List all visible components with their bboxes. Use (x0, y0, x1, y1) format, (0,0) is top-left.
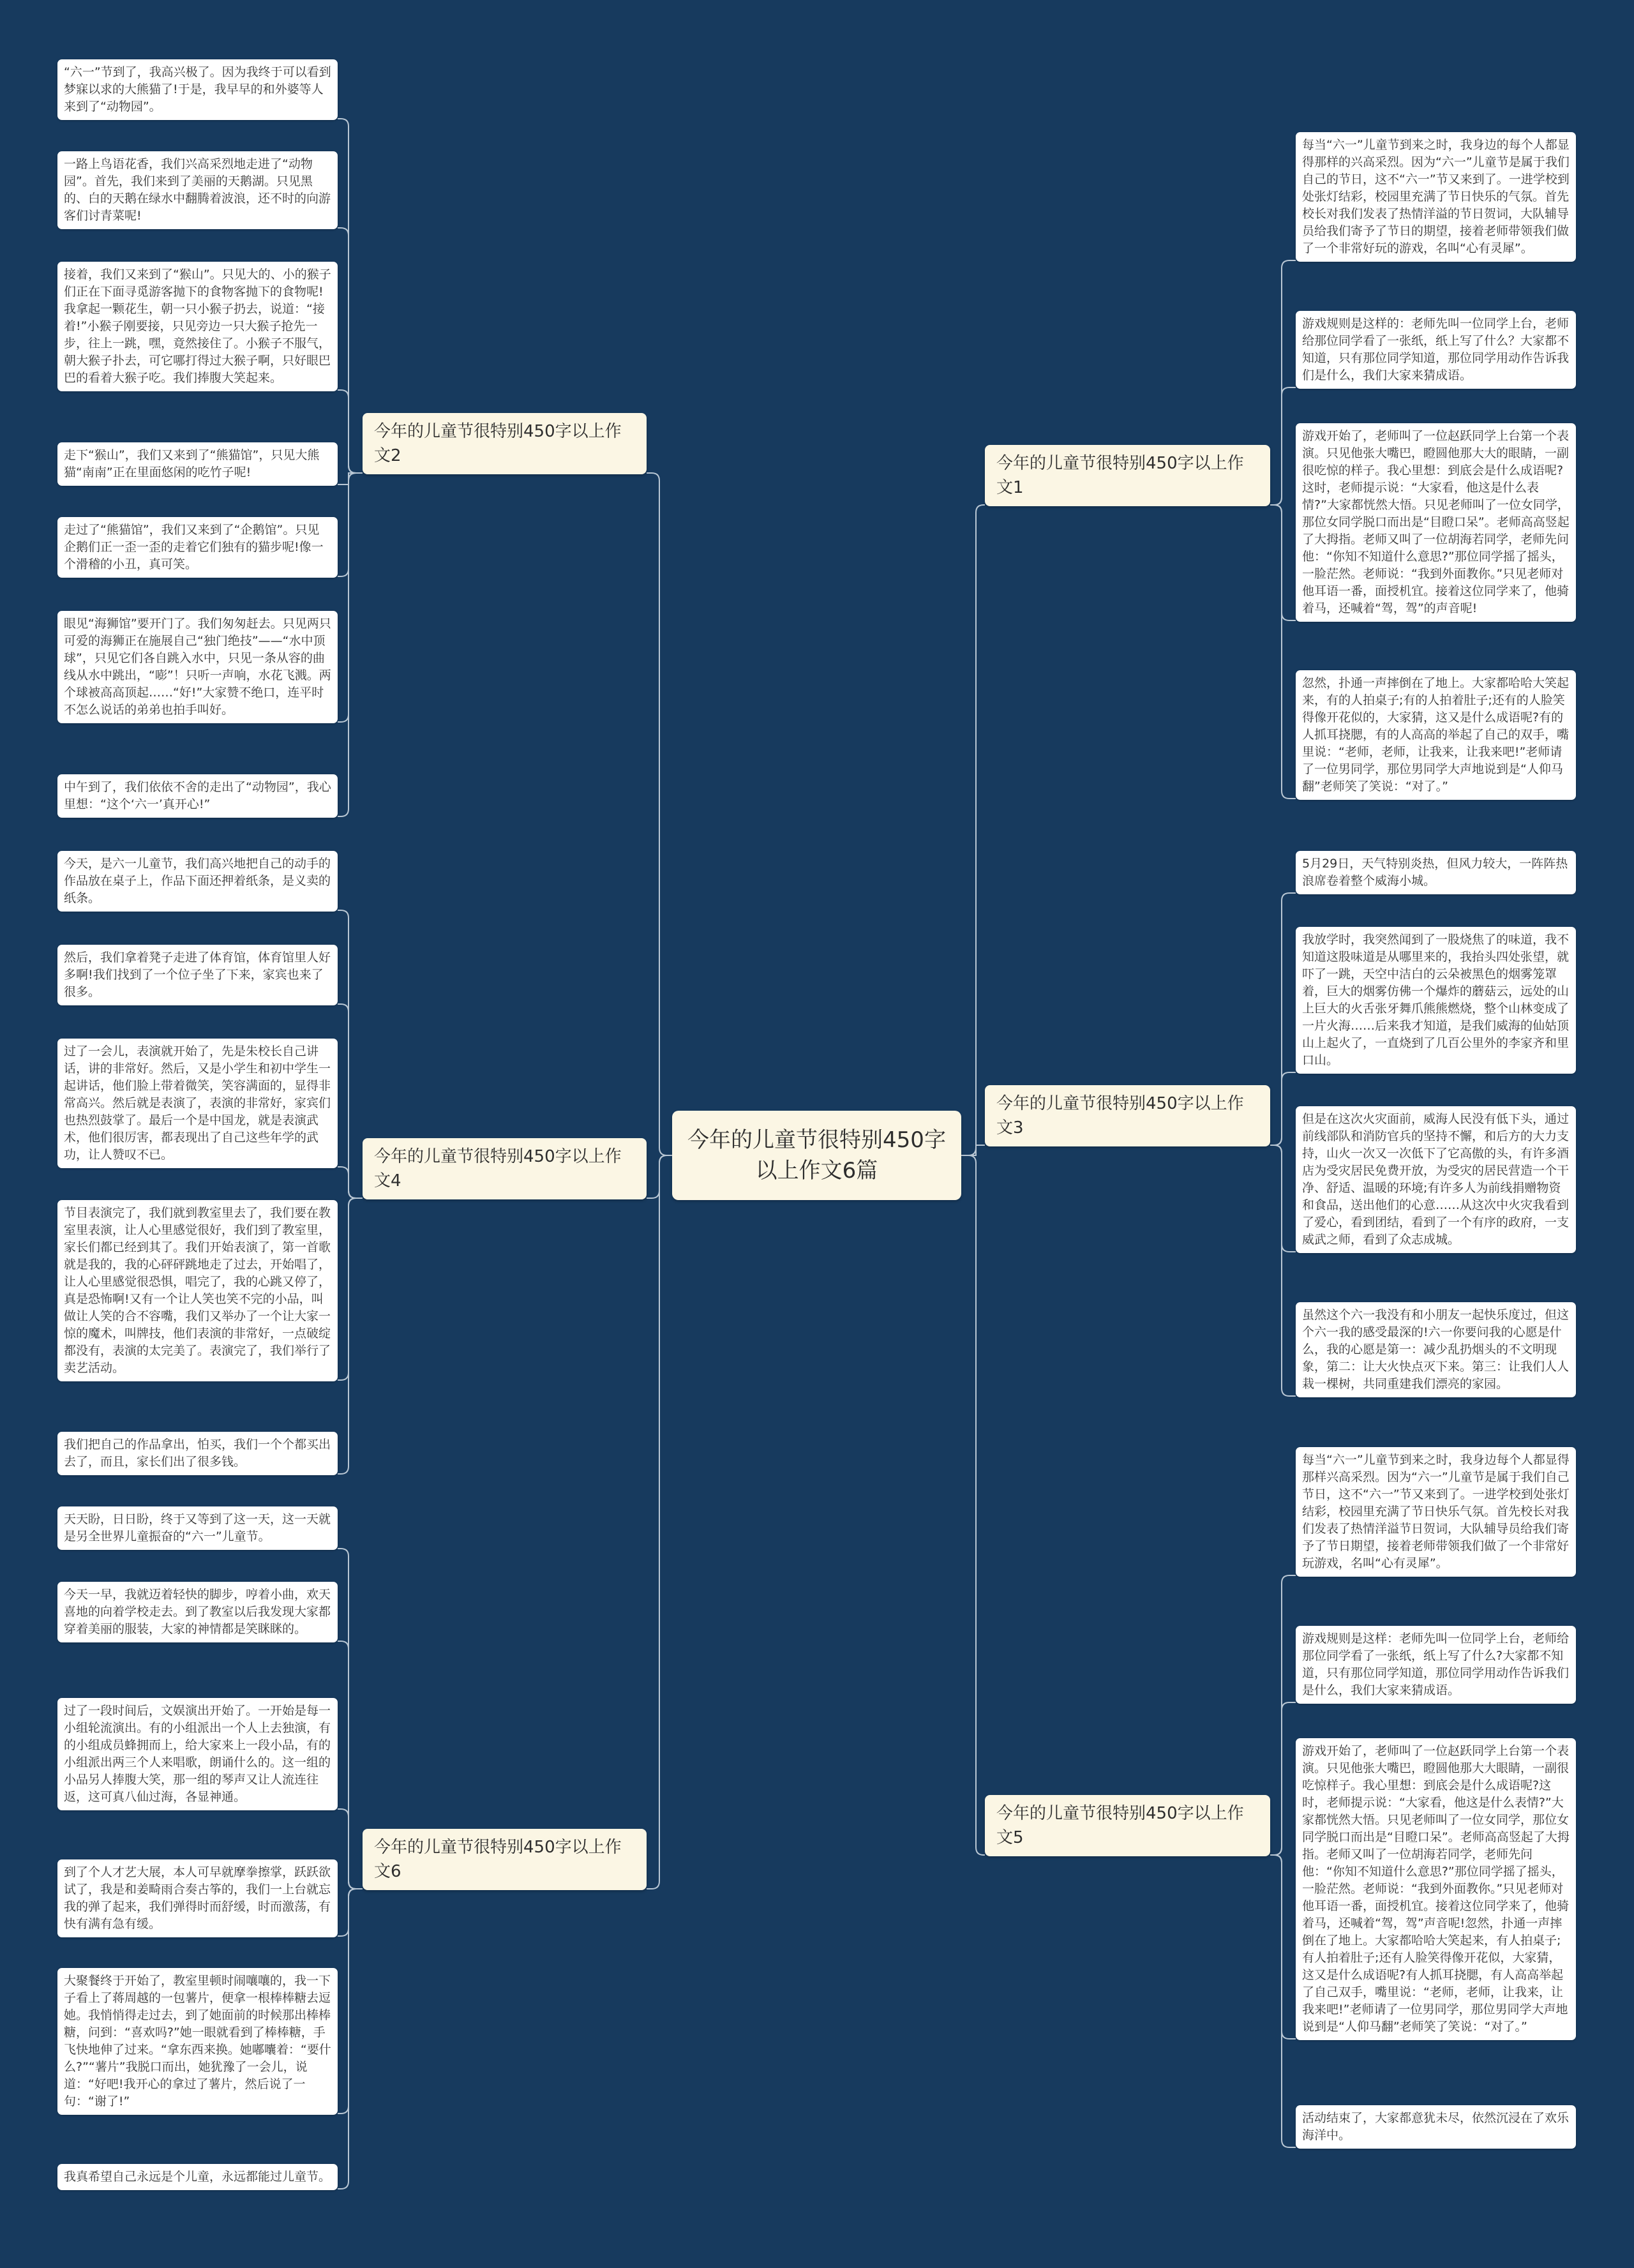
link-b1-1 (1270, 387, 1296, 505)
link-b6-3 (338, 1889, 363, 1936)
link-root-b3 (961, 1145, 985, 1155)
leaf-note[interactable] (57, 1506, 338, 1550)
link-b6-5 (338, 1889, 363, 2189)
leaf-text: 一路上鸟语花香，我们兴高采烈地走进了“动物园”。首先，我们来到了美丽的天鹅湖。只见黑的、白的天鹅在绿水中翻腾着波浪，还不时的向游客们讨青菜呢! (64, 157, 331, 223)
leaf-note[interactable] (1296, 851, 1576, 894)
leaf-note[interactable] (57, 774, 338, 818)
link-b2-2 (338, 390, 363, 473)
leaf-text: 5月29日，天气特别炎热，但风力较大，一阵阵热浪席卷着整个威海小城。 (1302, 857, 1568, 888)
link-b2-6 (338, 473, 363, 816)
link-b3-2 (1270, 1145, 1296, 1252)
link-b2-4 (338, 473, 363, 576)
leaf-note[interactable] (57, 1968, 338, 2115)
leaf-text: 但是在这次火灾面前，威海人民没有低下头，通过前线部队和消防官兵的坚持不懈，和后方的大力支持，山火一次又一次低下了它高傲的头，有许多酒店为受灾居民免费开放，为受灾的居民营造一个干净、舒适、温暖的环境;有许多人为前线捐赠物资和食品，送出他们的心意……从这次中火灾我看到了爱心，看到团结，看到了一个有序的政府，一支威武之师，看到了众志成城。 (1302, 1112, 1570, 1247)
leaf-note[interactable] (1296, 311, 1576, 389)
leaf-text: 忽然，扑通一声摔倒在了地上。大家都哈哈大笑起来，有的人拍桌子;有的人拍着肚子;还有的人脸笑得像开花似的，大家猜，这又是什么成语呢?有的人抓耳挠腮，有的人高高的举起了自己的双手，嘴里说：“老师，老师，让我来，让我来吧!”老师请了一位男同学，那位男同学大声地说到是“人仰马翻”老师笑了笑说：“对了。” (1302, 676, 1570, 793)
leaf-text: 我放学时，我突然闻到了一股烧焦了的味道，我不知道这股味道是从哪里来的，我抬头四处张望，就吓了一跳，天空中洁白的云朵被黑色的烟雾笼罩着，巨大的烟雾仿佛一个爆炸的蘑菇云，远处的山上巨大的火舌张牙舞爪熊熊燃烧，整个山林变成了一片火海……后来我才知道，是我们威海的仙姑顶山上起火了，一直烧到了几百公里外的李家齐和里口山。 (1302, 933, 1570, 1067)
leaf-note[interactable] (1296, 132, 1576, 262)
leaf-text: 游戏开始了，老师叫了一位赵跃同学上台第一个表演。只见他张大嘴巴，瞪圆他那大大眼睛，一副很吃惊样子。我心里想：到底会是什么成语呢?这时，老师提示说：“大家看，他这是什么表情?”大家都恍然大悟。只见老师叫了一位女同学，那位女同学脱口而出是“目瞪口呆”。老师高高竖起了大拇指。老师又叫了一位胡海若同学，老师先问他：“你知不知道什么意思?”那位同学摇了摇头，一脸茫然。老师说：“我到外面教你。”只见老师对他耳语一番，面授机宜。接着这位同学来了，他骑着马，还喊着“驾，驾”声音呢!忽然，扑通一声摔倒在了地上。大家都哈哈大笑起来，有人拍桌子;有人拍着肚子;还有人脸笑得像开花似，大家猜，这又是什么成语呢?有人抓耳挠腮，有人高高举起了自己双手，嘴里说：“老师，老师，让我来，让我来吧!”老师请了一位男同学，那位男同学大声地说到是“人仰马翻”老师笑了笑说：“对了。” (1302, 1744, 1570, 2034)
root-topic-label: 今年的儿童节很特别450字以上作文6篇 (687, 1127, 946, 1183)
branch-topic-1[interactable] (985, 445, 1270, 506)
branch-label: 今年的儿童节很特别450字以上作文4 (374, 1147, 622, 1190)
leaf-text: 今天，是六一儿童节，我们高兴地把自己的动手的作品放在桌子上，作品下面还押着纸条，是义卖的纸条。 (64, 857, 331, 905)
leaf-note[interactable] (1296, 1626, 1576, 1704)
link-root-b4 (647, 1155, 672, 1198)
leaf-text: 节目表演完了，我们就到教室里去了，我们要在教室里表演，让人心里感觉很好，我们到了教室里，家长们都已经到其了。我们开始表演了，第一首歌就是我的，我的心砰砰跳地走了过去，开始唱了，让人心里感觉很恐惧，唱完了，我的心跳又停了，真是恐怖啊!又有一个让人笑也笑不完的小品，叫做让人笑的合不容嘴，我们又举办了一个让大家一惊的魔术，叫牌技，他们表演的非常好，一点破绽都没有，表演的太完美了。表演完了，我们举行了卖艺活动。 (64, 1206, 331, 1375)
link-b3-3 (1270, 1145, 1296, 1396)
leaf-note[interactable] (57, 59, 338, 120)
leaf-note[interactable] (1296, 670, 1576, 800)
link-b2-0 (338, 119, 363, 473)
link-b6-1 (338, 1641, 363, 1889)
leaf-text: 我真希望自己永远是个儿童，永远都能过儿童节。 (64, 2170, 331, 2184)
leaf-note[interactable] (57, 1582, 338, 1642)
leaf-note[interactable] (57, 2164, 338, 2190)
branch-label: 今年的儿童节很特别450字以上作文5 (996, 1804, 1244, 1847)
branch-topic-6[interactable] (363, 1829, 647, 1890)
link-b5-2 (1270, 1855, 1296, 2039)
leaf-note[interactable] (57, 611, 338, 723)
leaf-note[interactable] (57, 1859, 338, 1937)
link-root-b2 (647, 473, 672, 1155)
leaf-text: 游戏规则是这样：老师先叫一位同学上台，老师给那位同学看了一张纸，纸上写了什么?大家都不知道，只有那位同学知道，那位同学用动作告诉我们是什么，我们大家来猜成语。 (1302, 1632, 1570, 1697)
leaf-note[interactable] (57, 517, 338, 578)
link-root-b1 (961, 505, 985, 1155)
leaf-note[interactable] (1296, 1447, 1576, 1577)
leaf-note[interactable] (57, 262, 338, 391)
leaf-note[interactable] (1296, 927, 1576, 1074)
link-b5-3 (1270, 1855, 1296, 2147)
leaf-text: 每当“六一”儿童节到来之时，我身边的每个人都显得那样的兴高采烈。因为“六一”儿童节是属于我们自己的节日，这不“六一”节又来到了。一进学校到处张灯结彩，校园里充满了节日快乐的气氛。首先校长对我们发表了热情洋溢的节日贺词，大队辅导员给我们寄予了节日的期望，接着老师带领我们做了一个非常好玩的游戏，名叫“心有灵犀”。 (1302, 138, 1570, 255)
link-b6-0 (338, 1549, 363, 1889)
leaf-note[interactable] (57, 1039, 338, 1168)
leaf-text: 游戏开始了，老师叫了一位赵跃同学上台第一个表演。只见他张大嘴巴，瞪圆他那大大的眼睛，一副很吃惊的样子。我心里想：到底会是什么成语呢?这时，老师提示说：“大家看，他这是什么表情?”大家都恍然大悟。只见老师叫了一位女同学，那位女同学脱口而出是“目瞪口呆”。老师高高竖起了大拇指。老师又叫了一位胡海若同学，老师先问他：“你知不知道什么意思?”那位同学摇了摇头，一脸茫然。老师说：“我到外面教你。”只见老师对他耳语一番，面授机宜。接着这位同学来了，他骑着马，还喊着“驾，驾”的声音呢! (1302, 429, 1570, 615)
branch-label: 今年的儿童节很特别450字以上作文6 (374, 1838, 622, 1881)
leaf-text: 过了一会儿，表演就开始了，先是朱校长自己讲话，讲的非常好。然后，又是小学生和初中学生一起讲话，他们脸上带着微笑，笑容满面的，显得非常高兴。然后就是表演了，表演的非常好，家宾们也热烈鼓掌了。最后一个是中国龙，就是表演武术，他们很厉害，都表现出了自己这些年学的武功，让人赞叹不已。 (64, 1044, 331, 1162)
leaf-text: 活动结束了，大家都意犹未尽，依然沉浸在了欢乐海洋中。 (1302, 2111, 1570, 2142)
link-b1-0 (1270, 260, 1296, 505)
branch-topic-5[interactable] (985, 1795, 1270, 1856)
link-b5-1 (1270, 1702, 1296, 1855)
link-b5-0 (1270, 1575, 1296, 1855)
leaf-text: 虽然这个六一我没有和小朋友一起快乐度过，但这个六一我的感受最深的!六一你要问我的心愿是什么，我的心愿是第一：减少乱扔烟头的不文明现象，第二：让大火快点灭下来。第三：让我们人人栽一棵树，共同重建我们漂亮的家园。 (1302, 1308, 1570, 1391)
leaf-text: 我们把自己的作品拿出，怕买，我们一个个都买出去了，而且，家长们出了很多钱。 (64, 1438, 331, 1469)
leaf-note[interactable] (1296, 2105, 1576, 2149)
link-b1-3 (1270, 505, 1296, 799)
leaf-note[interactable] (1296, 1738, 1576, 2040)
leaf-text: “六一”节到了，我高兴极了。因为我终于可以看到梦寐以求的大熊猫了!于是，我早早的和外婆等人来到了“动物园”。 (64, 65, 331, 114)
leaf-text: 接着，我们又来到了“猴山”。只见大的、小的猴子们正在下面寻觅游客抛下的食物客抛下的食物呢!我拿起一颗花生，朝一只小猴子扔去，说道：“接着!”小猴子刚要接，只见旁边一只大猴子抢先一步，往上一跳，嘿，竟然接住了。小猴子不服气，朝大猴子扑去，可它哪打得过大猴子啊，只好眼巴巴的看着大猴子吃。我们捧腹大笑起来。 (64, 267, 331, 385)
link-b1-2 (1270, 505, 1296, 620)
root-topic[interactable] (672, 1111, 961, 1200)
leaf-note[interactable] (57, 442, 338, 486)
leaf-note[interactable] (57, 851, 338, 912)
branch-label: 今年的儿童节很特别450字以上作文2 (374, 422, 622, 465)
leaf-note[interactable] (57, 1200, 338, 1381)
leaf-note[interactable] (57, 151, 338, 229)
link-b4-3 (338, 1198, 363, 1380)
leaf-text: 眼见“海狮馆”要开门了。我们匆匆赶去。只见两只可爱的海狮正在施展自己“独门绝技”——“水中顶球”，只见它们各自跳入水中，只见一条从容的曲线从水中跳出，“嘭”！只听一声响，水花飞溅。两个球被高高顶起……“好!”大家赞不绝口，连平时不怎么说话的弟弟也拍手叫好。 (64, 617, 331, 717)
branch-topic-4[interactable] (363, 1138, 647, 1199)
branch-label: 今年的儿童节很特别450字以上作文1 (996, 454, 1244, 497)
leaf-note[interactable] (57, 1432, 338, 1475)
leaf-note[interactable] (1296, 1106, 1576, 1253)
link-b2-1 (338, 228, 363, 473)
link-b3-0 (1270, 893, 1296, 1145)
leaf-note[interactable] (1296, 423, 1576, 622)
leaf-text: 每当“六一”儿童节到来之时，我身边每个人都显得那样兴高采烈。因为“六一”儿童节是属于我们自己节日，这不“六一”节又来到了。一进学校到处张灯结彩，校园里充满了节日快乐气氛。首先校长对我们发表了热情洋溢节日贺词，大队辅导员给我们寄予了节日期望，接着老师带领我们做了一个非常好玩游戏，名叫“心有灵犀”。 (1302, 1453, 1570, 1570)
leaf-note[interactable] (1296, 1302, 1576, 1397)
leaf-text: 过了一段时间后，文娱演出开始了。一开始是每一小组轮流演出。有的小组派出一个人上去独演，有的小组成员蜂拥而上，给大家来上一段小品，有的小组派出两三个人来唱歌，朗诵什么的。这一组的小品另人捧腹大笑，那一组的琴声又让人流连往返，这可真八仙过海，各显神通。 (64, 1704, 331, 1804)
link-b4-1 (338, 1004, 363, 1198)
leaf-text: 走下“猴山”，我们又来到了“熊猫馆”，只见大熊猫“南南”正在里面悠闲的吃竹子呢! (64, 448, 320, 479)
link-b4-2 (338, 1167, 363, 1198)
leaf-text: 游戏规则是这样的：老师先叫一位同学上台，老师给那位同学看了一张纸，纸上写了什么？大家都不知道，只有那位同学知道，那位同学用动作告诉我们是什么，我们大家来猜成语。 (1302, 317, 1570, 382)
link-b6-2 (338, 1809, 363, 1889)
branch-topic-2[interactable] (363, 413, 647, 474)
leaf-text: 大聚餐终于开始了，教室里顿时闹嚷嚷的，我一下子看上了蒋周越的一包薯片，便拿一根棒棒糖去逗她。我悄悄得走过去，到了她面前的时候那出棒棒糖，问到：“喜欢吗?”她一眼就看到了棒棒糖，手飞快地伸了过来。“拿东西来换。她嘟囔着：“要什么?”“薯片”我脱口而出，她犹豫了一会儿，说道：“好吧!我开心的拿过了薯片，然后说了一句：“谢了!” (64, 1974, 331, 2108)
link-b4-0 (338, 910, 363, 1198)
leaf-text: 到了个人才艺大展，本人可早就摩拳擦掌，跃跃欲试了，我是和姜畸雨合奏古筝的，我们一上台就忘我的弹了起来，我们弹得时而舒缓，时而激荡，有快有满有急有缓。 (64, 1865, 331, 1931)
link-root-b6 (647, 1155, 672, 1889)
link-b2-5 (338, 473, 363, 722)
leaf-text: 走过了“熊猫馆”，我们又来到了“企鹅馆”。只见企鹅们正一歪一歪的走着它们独有的猫步呢!像一个滑稽的小丑，真可笑。 (64, 523, 324, 571)
link-b4-4 (338, 1198, 363, 1474)
leaf-note[interactable] (57, 945, 338, 1005)
branch-label: 今年的儿童节很特别450字以上作文3 (996, 1094, 1244, 1138)
link-b3-1 (1270, 1072, 1296, 1145)
leaf-text: 今天一早，我就迈着轻快的脚步，哼着小曲，欢天喜地的向着学校走去。到了教室以后我发现大家都穿着美丽的服装，大家的神情都是笑眯眯的。 (64, 1588, 331, 1636)
leaf-text: 中午到了，我们依依不舍的走出了“动物园”，我心里想：“这个‘六一’真开心!” (64, 780, 331, 811)
leaf-note[interactable] (57, 1698, 338, 1810)
leaf-text: 天天盼，日日盼，终于又等到了这一天，这一天就是另全世界儿童振奋的“六一”儿童节。 (64, 1512, 331, 1543)
link-b2-3 (338, 473, 363, 484)
link-root-b5 (961, 1155, 985, 1855)
branch-topic-3[interactable] (985, 1085, 1270, 1146)
link-b6-4 (338, 1889, 363, 2114)
leaf-text: 然后，我们拿着凳子走进了体育馆，体育馆里人好多啊!我们找到了一个位子坐了下来，家宾也来了很多。 (64, 950, 331, 999)
